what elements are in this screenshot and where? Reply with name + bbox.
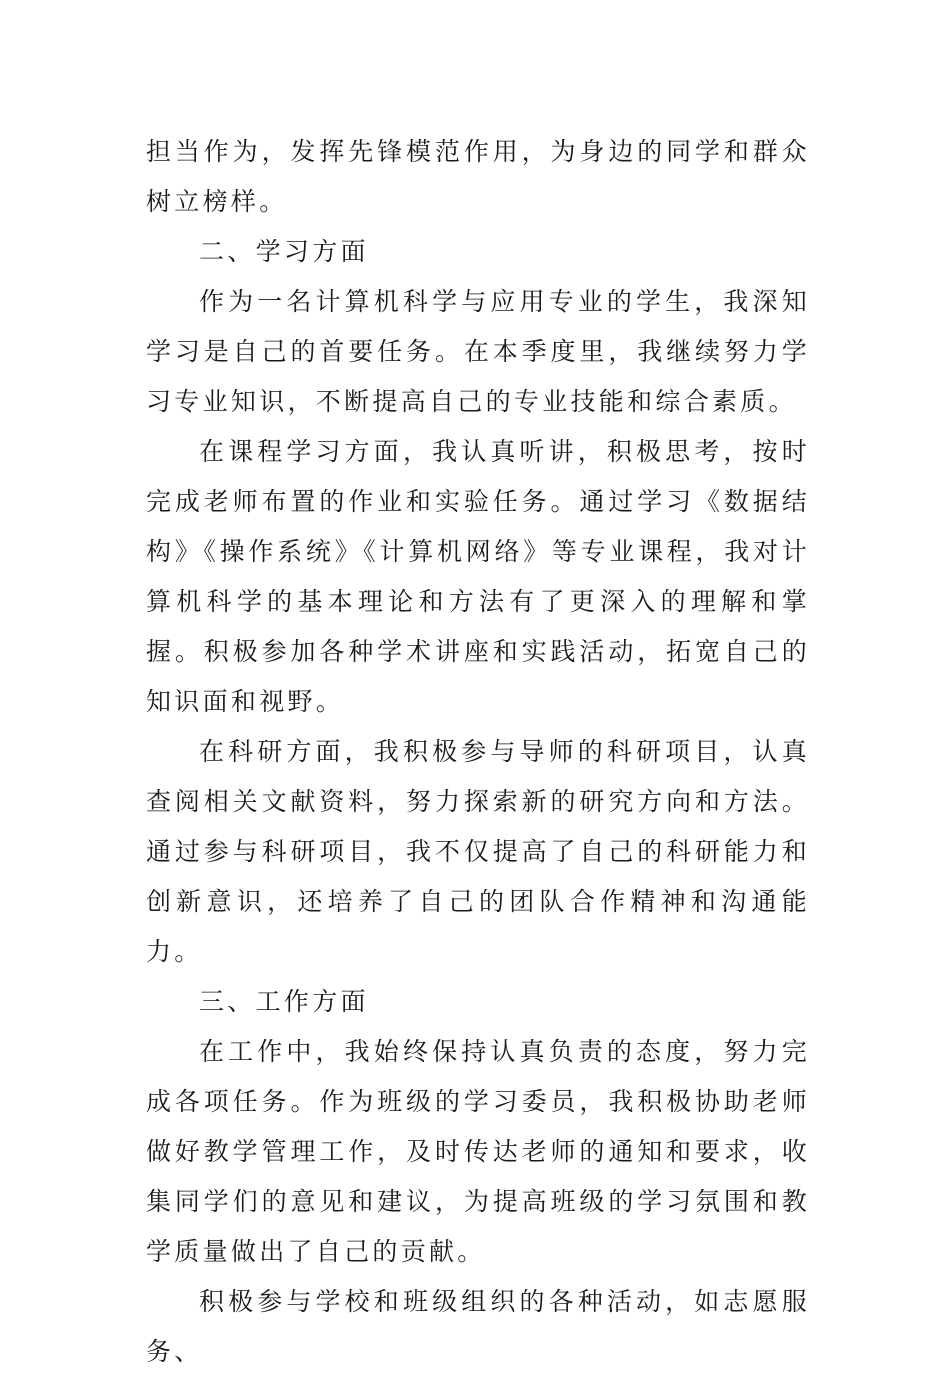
paragraph: 在科研方面，我积极参与导师的科研项目，认真查阅相关文献资料，努力探索新的研究方向和方法。通过参与科研项目，我不仅提高了自己的科研能力和创新意识，还培养了自己的团队合作精神和沟通能力。 bbox=[146, 737, 810, 966]
document-body bbox=[146, 127, 810, 1377]
paragraph: 在工作中，我始终保持认真负责的态度，努力完成各项任务。作为班级的学习委员，我积极协助老师做好教学管理工作，及时传达老师的通知和要求，收集同学们的意见和建议，为提高班级的学习氛围和教学质量做出了自己的贡献。 bbox=[146, 1037, 810, 1266]
section-heading-work: 三、工作方面 bbox=[199, 987, 369, 1016]
paragraph: 积极参与学校和班级组织的各种活动，如志愿服务、 bbox=[146, 1287, 810, 1366]
section-heading-study: 二、学习方面 bbox=[199, 237, 369, 266]
paragraph: 作为一名计算机科学与应用专业的学生，我深知学习是自己的首要任务。在本季度里，我继续努力学习专业知识，不断提高自己的专业技能和综合素质。 bbox=[146, 287, 810, 416]
paragraph-continuation: 担当作为，发挥先锋模范作用，为身边的同学和群众树立榜样。 bbox=[146, 137, 810, 216]
paragraph: 在课程学习方面，我认真听讲，积极思考，按时完成老师布置的作业和实验任务。通过学习《数据结构》《操作系统》《计算机网络》等专业课程，我对计算机科学的基本理论和方法有了更深入的理解和掌握。积极参加各种学术讲座和实践活动，拓宽自己的知识面和视野。 bbox=[146, 437, 810, 716]
